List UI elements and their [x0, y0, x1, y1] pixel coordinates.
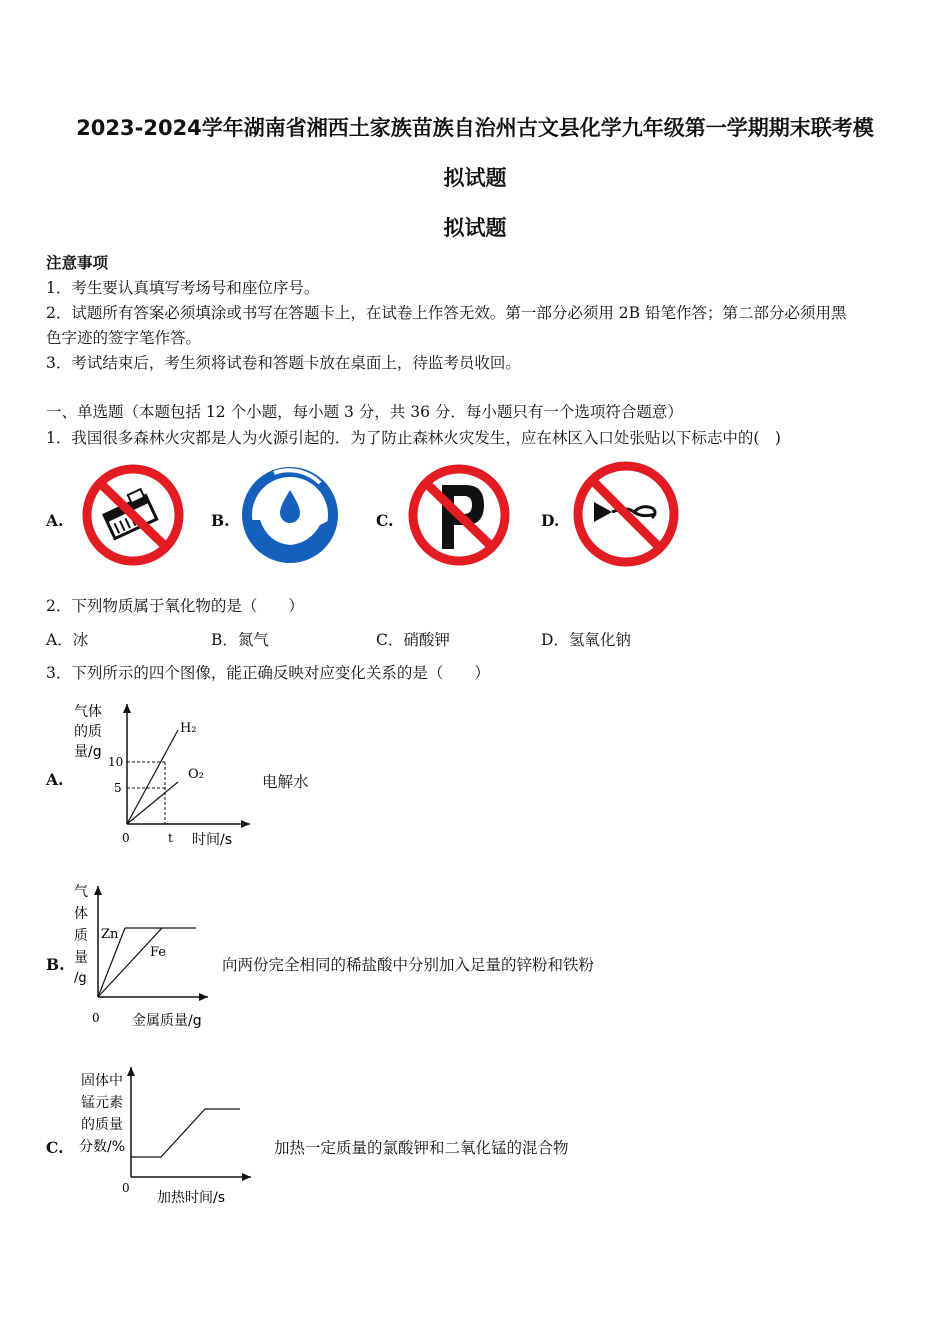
graph-a-ylabel-2: 的质: [74, 724, 102, 740]
exam-title-line2: 拟试题: [443, 166, 507, 190]
q1-option-b-label[interactable]: B.: [211, 511, 230, 530]
exam-title-line1: 2023-2024学年湖南省湘西土家族苗族自治州古文县化学九年级第一学期期末联考模: [76, 116, 874, 140]
no-parking-sign-icon[interactable]: [406, 463, 512, 567]
q1-option-c-label[interactable]: C.: [376, 511, 394, 530]
q2-option-b[interactable]: B．氮气: [211, 631, 269, 649]
graph-b-ylabel-2: 体: [74, 906, 88, 922]
metal-acid-graph: [70, 880, 230, 1035]
notice-item-2: 2．试题所有答案必须填涂或书写在答题卡上，在试卷上作答无效。第一部分必须用 2B 铅笔作答；第二部分必须用黑: [46, 304, 847, 322]
graph-b-xlabel: 金属质量/g: [132, 1013, 202, 1029]
electrolysis-graph: [70, 698, 260, 858]
q3-option-a-desc: 电解水: [262, 773, 309, 791]
q2-stem: 2．下列物质属于氧化物的是（ ）: [46, 597, 304, 615]
no-honking-sign-icon[interactable]: [572, 460, 680, 568]
graph-b-ylabel-1: 气: [74, 884, 88, 900]
q3-option-c-desc: 加热一定质量的氯酸钾和二氧化锰的混合物: [274, 1139, 569, 1157]
graph-b-ylabel-5: /g: [74, 971, 87, 986]
notice-item-3: 3．考试结束后，考生须将试卷和答题卡放在桌面上，待监考员收回。: [46, 354, 521, 372]
q1-option-a-label[interactable]: A.: [46, 511, 64, 530]
graph-a-ylabel-3: 量/g: [74, 744, 102, 760]
graph-b-ylabel-3: 质: [74, 928, 88, 944]
graph-c-origin: 0: [122, 1181, 130, 1195]
graph-a-origin: 0: [122, 831, 130, 845]
q3-stem: 3．下列所示的四个图像，能正确反映对应变化关系的是（ ）: [46, 664, 490, 682]
no-matches-sign-icon[interactable]: [80, 463, 186, 567]
q2-option-d[interactable]: D．氢氧化钠: [541, 631, 631, 649]
graph-a-ytick-10: 10: [108, 755, 124, 769]
graph-b-origin: 0: [92, 1011, 100, 1025]
graph-a-ytick-5: 5: [114, 781, 122, 795]
q3-option-c-label[interactable]: C.: [46, 1138, 64, 1157]
graph-a-xlabel: 时间/s: [192, 832, 233, 848]
q3-option-b-desc: 向两份完全相同的稀盐酸中分别加入足量的锌粉和铁粉: [222, 956, 595, 974]
section-heading: 一、单选题（本题包括 12 个小题，每小题 3 分，共 36 分．每小题只有一个选项符合题意）: [46, 403, 683, 421]
water-saving-sign-icon[interactable]: [240, 465, 340, 565]
q1-stem: 1．我国很多森林火灾都是人为火源引起的．为了防止森林火灾发生，应在林区入口处张贴以下标志中的( ): [46, 429, 781, 447]
graph-c-ylabel-2: 锰元素: [81, 1095, 123, 1111]
notice-heading: 注意事项: [46, 253, 109, 272]
q2-option-a[interactable]: A．冰: [46, 631, 89, 649]
exam-title-line3: 拟试题: [443, 216, 507, 240]
graph-a-o2-label: O₂: [188, 767, 204, 782]
graph-b-zn-label: Zn: [101, 927, 119, 942]
q3-option-a-label[interactable]: A.: [46, 770, 64, 789]
graph-c-ylabel-3: 的质量: [81, 1117, 123, 1133]
graph-b-fe-label: Fe: [150, 945, 167, 960]
graph-c-ylabel-4: 分数/%: [79, 1139, 126, 1155]
manganese-mass-fraction-graph: [75, 1063, 260, 1213]
notice-item-2-cont: 色字迹的签字笔作答。: [46, 329, 202, 347]
graph-a-xtick-t: t: [168, 831, 173, 845]
q1-option-d-label[interactable]: D.: [541, 511, 560, 530]
q3-option-b-label[interactable]: B.: [46, 955, 65, 974]
graph-c-ylabel-1: 固体中: [81, 1073, 123, 1089]
graph-a-ylabel-1: 气体: [74, 704, 102, 720]
graph-b-ylabel-4: 量: [74, 950, 88, 966]
notice-item-1: 1．考生要认真填写考场号和座位序号。: [46, 279, 320, 297]
graph-c-xlabel: 加热时间/s: [157, 1190, 226, 1206]
graph-a-h2-label: H₂: [180, 721, 197, 736]
q2-option-c[interactable]: C．硝酸钾: [376, 631, 450, 649]
